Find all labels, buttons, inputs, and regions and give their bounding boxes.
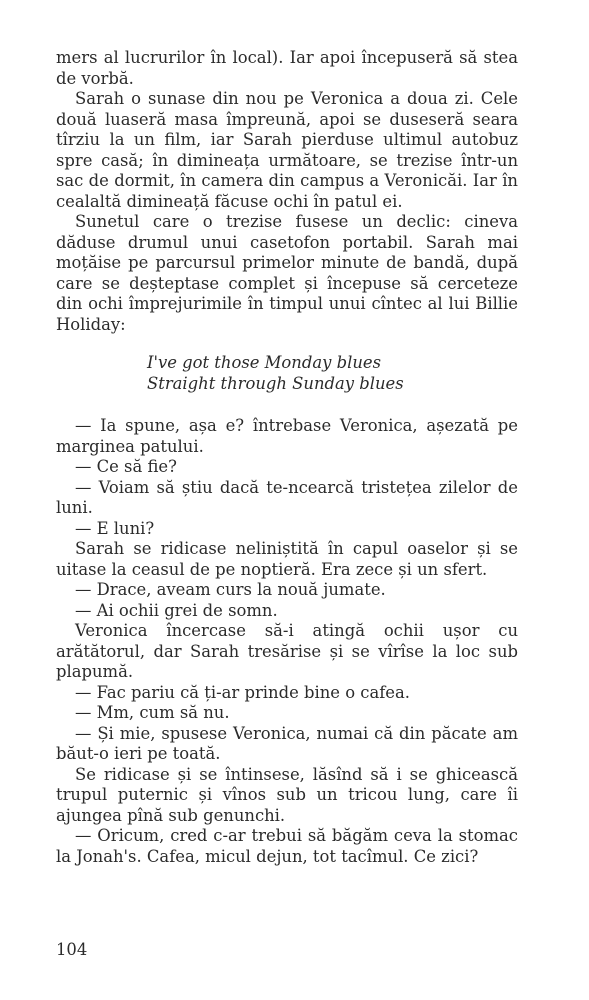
dialogue-line: — Ia spune, așa e? întrebase Veronica, așezată pe marginea patului. — [56, 416, 518, 456]
page-number: 104 — [56, 940, 88, 959]
dialogue-line: — Și mie, spusese Veronica, numai că din păcate am băut-o ieri pe toată. — [56, 723, 518, 763]
dialogue-line: — Mm, cum să nu. — [75, 703, 230, 722]
dialogue-line: — Drace, aveam curs la nouă jumate. — [75, 580, 386, 599]
lyric-line: I've got those Monday blues — [147, 353, 381, 372]
dialogue-line: — Ai ochii grei de somn. — [75, 600, 278, 620]
dialogue-line: — Voiam să știu dacă te-ncearcă tristețea zilelor de luni. — [56, 477, 518, 517]
paragraph: Veronica încercase să-i atingă ochii ușor cu arătătorul, dar Sarah tresărise și se vîrîse la loc sub plapumă. — [56, 621, 518, 681]
paragraph-continuation: mers al lucrurilor în local). Iar apoi începuseră să stea de vorbă. — [56, 48, 518, 88]
paragraph: Sunetul care o trezise fusese un declic: cineva dăduse drumul unui casetofon portabil. Sarah mai moțăise pe parcursul primelor minute de bandă, după care se deșteptase complet și începuse să cerceteze din ochi împrejurimile în timpul unui cîntec al lui Billie Holiday: — [56, 212, 518, 334]
dialogue-line: — Ce să fie? — [75, 457, 177, 476]
paragraph: Sarah o sunase din nou pe Veronica a doua zi. Cele două luaseră masa împreună, apoi se duseseră seara tîrziu la un film, iar Sarah pierduse ultimul autobuz spre casă; în dimineața următoare, se trezise într-un sac de dormit, în camera din campus a Veronicăi. Iar în cealaltă dimineață făcuse ochi în patul ei. — [56, 89, 518, 211]
song-lyrics — [147, 353, 518, 394]
dialogue-line: — Oricum, cred c-ar trebui să băgăm ceva la stomac la Jonah's. Cafea, micul dejun, tot tacîmul. Ce zici? — [56, 826, 518, 866]
page-text — [56, 48, 518, 867]
paragraph: Sarah se ridicase neliniștită în capul oaselor și se uitase la ceasul de pe noptieră. Era zece și un sfert. — [56, 539, 518, 579]
dialogue-line: — Fac pariu că ți-ar prinde bine o cafea. — [75, 682, 410, 702]
lyric-line: Straight through Sunday blues — [147, 373, 404, 393]
dialogue-line: — E luni? — [75, 518, 155, 538]
paragraph: Se ridicase și se întinsese, lăsînd să i se ghicească trupul puternic și vînos sub un tricou lung, care îi ajungea pînă sub genunchi. — [56, 764, 518, 825]
